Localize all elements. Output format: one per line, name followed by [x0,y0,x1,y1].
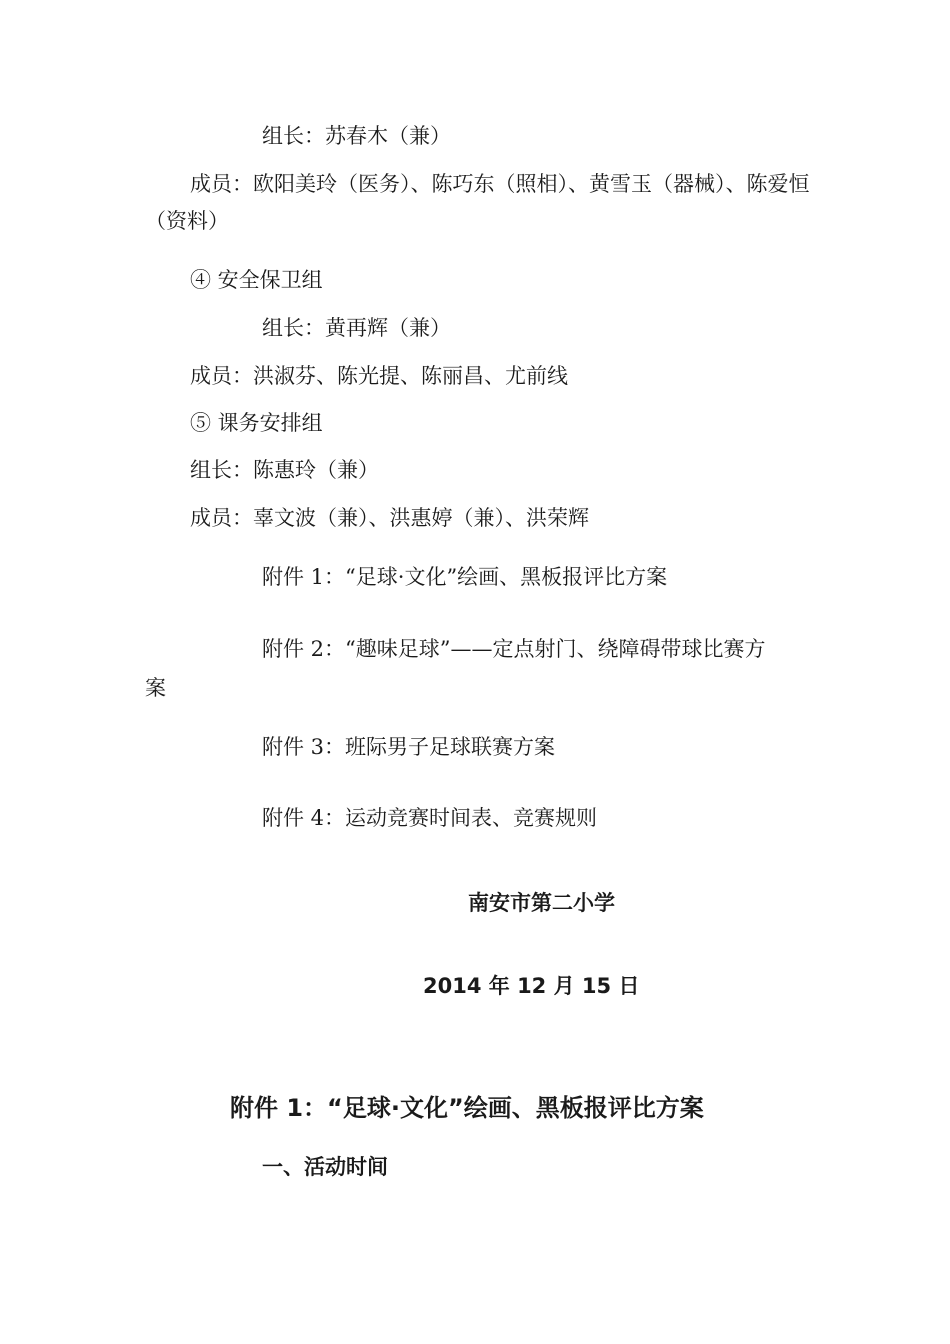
members-line: 成员：洪淑芬、陈光提、陈丽昌、尤前线 [190,364,568,388]
group-leader-line: 组长：黄再辉（兼） [262,316,451,340]
attachment-title: 附件 1：“足球·文化”绘画、黑板报评比方案 [230,1094,704,1122]
section-security-group: ④ 安全保卫组 [190,268,323,292]
attachment-item: 附件 3：班际男子足球联赛方案 [262,735,556,759]
members-line: 成员：辜文波（兼）、洪惠婷（兼）、洪荣辉 [190,506,589,530]
signature-school: 南安市第二小学 [468,891,615,915]
attachment-item: 附件 1：“足球·文化”绘画、黑板报评比方案 [262,565,668,589]
section-heading: 一、活动时间 [262,1155,388,1179]
attachment-item-continued: 案 [145,676,166,700]
signature-date: 2014 年 12 月 15 日 [423,974,640,998]
members-line-continued: （资料） [145,209,229,233]
attachment-item: 附件 2：“趣味足球”——定点射门、绕障碍带球比赛方 [262,637,766,661]
members-line: 成员：欧阳美玲（医务）、陈巧东（照相）、黄雪玉（器械）、陈爱恒 [190,172,810,196]
attachment-item: 附件 4：运动竞赛时间表、竞赛规则 [262,806,598,830]
section-scheduling-group: ⑤ 课务安排组 [190,411,323,435]
group-leader-line: 组长：苏春木（兼） [262,124,451,148]
group-leader-line: 组长：陈惠玲（兼） [190,458,379,482]
